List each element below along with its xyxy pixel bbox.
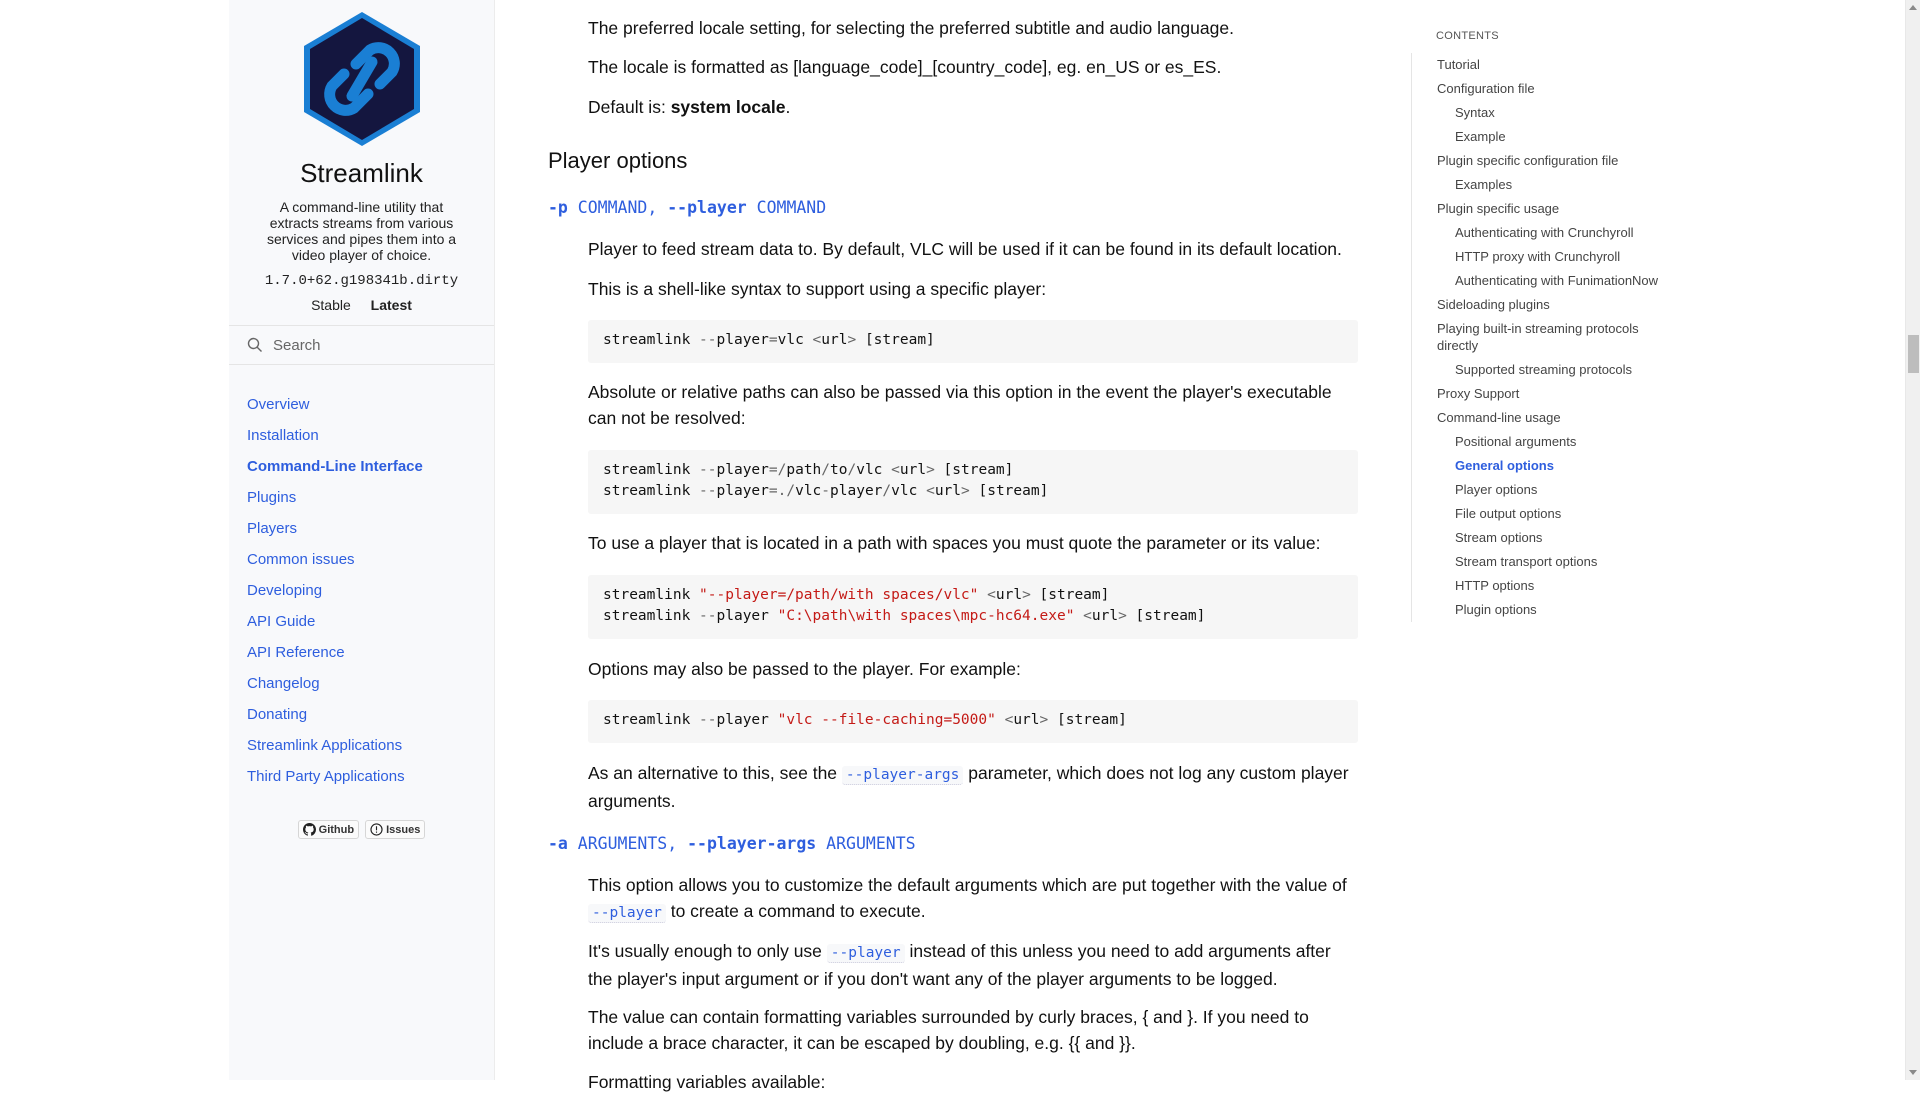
scrollbar-thumb[interactable] xyxy=(1908,335,1919,373)
player-args-desc-1 xyxy=(588,872,1358,926)
locale-default-suffix: . xyxy=(785,97,791,117)
locale-default-prefix: Default is: xyxy=(588,97,671,117)
code-line: streamlink "--player=/path/with spaces/vlc" <url> [stream] xyxy=(603,587,1110,603)
player-args-desc-2-prefix: It's usually enough to only use xyxy=(588,941,827,961)
locale-description: The preferred locale setting, for selecting the preferred subtitle and audio language. xyxy=(588,18,1234,38)
toc-item-playing-builtin-protocols[interactable]: Playing built-in streaming protocols directly xyxy=(1437,321,1639,353)
option-player-signature[interactable] xyxy=(548,198,826,217)
player-desc-6-suffix: parameter, which does not log any custom player arguments. xyxy=(588,763,1349,811)
streamlink-logo-icon[interactable] xyxy=(300,10,424,148)
code-line: streamlink --player "vlc --file-caching=5000" <url> [stream] xyxy=(603,712,1127,728)
player-args-link[interactable]: --player-args xyxy=(842,766,964,785)
sidebar-item-players[interactable]: Players xyxy=(247,520,298,537)
toc-item-http-options[interactable]: HTTP options xyxy=(1455,578,1535,593)
toc-item-syntax[interactable]: Syntax xyxy=(1455,105,1495,120)
locale-default xyxy=(588,94,790,120)
site-description: A command-line utility that extracts streams from various services and pipes them into a video player of choice. xyxy=(266,199,457,263)
table-of-contents xyxy=(1411,30,1701,622)
toc-item-sideloading-plugins[interactable]: Sideloading plugins xyxy=(1437,297,1550,312)
code-line: streamlink --player=/path/to/vlc <url> [stream] xyxy=(603,462,1014,478)
option-long-flag: --player-args xyxy=(687,834,817,853)
option-short-flag: -p xyxy=(548,198,568,217)
search-input[interactable] xyxy=(273,337,473,354)
player-args-desc-2 xyxy=(588,938,1358,992)
option-long-flag: --player xyxy=(667,198,747,217)
github-button[interactable] xyxy=(298,820,359,839)
code-line: streamlink --player=vlc <url> [stream] xyxy=(603,332,935,348)
toc-item-plugin-specific-configuration-file[interactable]: Plugin specific configuration file xyxy=(1437,153,1619,168)
scroll-up-arrow-icon[interactable] xyxy=(1909,5,1917,10)
option-long-arg: ARGUMENTS xyxy=(816,834,916,853)
toc-item-general-options[interactable]: General options xyxy=(1455,458,1554,473)
github-button-label: Github xyxy=(318,823,355,836)
version-latest-link[interactable]: Latest xyxy=(370,297,412,313)
toc-item-command-line-usage[interactable]: Command-line usage xyxy=(1437,410,1561,425)
option-short-flag: -a xyxy=(548,834,568,853)
option-player-args-signature[interactable] xyxy=(548,834,916,853)
scroll-down-arrow-icon[interactable] xyxy=(1909,1070,1917,1075)
toc-item-positional-arguments[interactable]: Positional arguments xyxy=(1455,434,1577,449)
toc-item-http-proxy-crunchyroll[interactable]: HTTP proxy with Crunchyroll xyxy=(1455,249,1621,264)
code-line: streamlink --player=./vlc-player/vlc <url> [stream] xyxy=(603,483,1049,499)
site-title[interactable]: Streamlink xyxy=(300,158,423,188)
code-line: streamlink --player "C:\path\with spaces\mpc-hc64.exe" <url> [stream] xyxy=(603,608,1206,624)
sidebar-nav xyxy=(229,395,494,798)
sidebar-item-installation[interactable]: Installation xyxy=(247,427,319,444)
player-args-desc-1-suffix: to create a command to execute. xyxy=(665,901,926,921)
toc-item-authenticating-crunchyroll[interactable]: Authenticating with Crunchyroll xyxy=(1455,225,1634,240)
toc-item-authenticating-funimationnow[interactable]: Authenticating with FunimationNow xyxy=(1455,273,1659,288)
sidebar-item-common-issues[interactable]: Common issues xyxy=(247,551,355,568)
player-args-desc-4: Formatting variables available: xyxy=(588,1072,826,1092)
brand xyxy=(229,0,494,313)
player-desc-2: This is a shell-like syntax to support using a specific player: xyxy=(588,279,1047,299)
sidebar-item-developing[interactable]: Developing xyxy=(247,582,323,599)
version-switcher xyxy=(229,297,494,313)
section-title-player-options: Player options xyxy=(548,148,688,173)
sidebar-item-api-guide[interactable]: API Guide xyxy=(247,613,316,630)
player-link[interactable]: --player xyxy=(827,944,905,963)
sidebar-item-streamlink-applications[interactable]: Streamlink Applications xyxy=(247,737,403,754)
toc-item-supported-streaming-protocols[interactable]: Supported streaming protocols xyxy=(1455,362,1633,377)
search-box xyxy=(229,325,494,365)
option-long-arg: COMMAND xyxy=(746,198,827,217)
player-desc-1: Player to feed stream data to. By default, VLC will be used if it can be found in its default location. xyxy=(588,239,1342,259)
sidebar-item-plugins[interactable]: Plugins xyxy=(247,489,297,506)
issues-button[interactable] xyxy=(365,820,425,839)
player-desc-5: Options may also be passed to the player. For example: xyxy=(588,659,1021,679)
player-desc-6 xyxy=(588,760,1358,814)
social-buttons xyxy=(229,820,494,839)
toc-item-plugin-specific-usage[interactable]: Plugin specific usage xyxy=(1437,201,1560,216)
github-icon xyxy=(303,823,316,836)
option-short-arg: COMMAND, xyxy=(567,198,668,217)
player-desc-4: To use a player that is located in a path with spaces you must quote the parameter or its value: xyxy=(588,533,1321,553)
player-args-desc-3: The value can contain formatting variables surrounded by curly braces, { and }. If you need to include a brace character, it can be escaped by doubling, e.g. {{ and }}. xyxy=(588,1007,1309,1053)
toc-item-plugin-options[interactable]: Plugin options xyxy=(1455,602,1537,617)
player-desc-3: Absolute or relative paths can also be passed via this option in the event the player's executable can not be resolved: xyxy=(588,382,1332,428)
toc-item-configuration-file[interactable]: Configuration file xyxy=(1437,81,1535,96)
player-args-desc-2-suffix: instead of this unless you need to add arguments after the player's input argument or if you don't want any of the player arguments to be logged. xyxy=(588,941,1331,989)
toc-item-player-options[interactable]: Player options xyxy=(1455,482,1538,497)
option-short-arg: ARGUMENTS, xyxy=(567,834,688,853)
toc-title: CONTENTS xyxy=(1436,30,1499,42)
sidebar-item-api-reference[interactable]: API Reference xyxy=(247,644,345,661)
locale-default-value: system locale xyxy=(670,97,786,117)
locale-format: The locale is formatted as [language_code]_[country_code], eg. en_US or es_ES. xyxy=(588,57,1222,77)
search-icon xyxy=(247,337,263,353)
page-scrollbar[interactable] xyxy=(1905,0,1920,1080)
toc-list xyxy=(1411,53,1701,622)
code-block-player-basic xyxy=(588,320,1358,363)
toc-item-stream-transport-options[interactable]: Stream transport options xyxy=(1455,554,1598,569)
toc-item-stream-options[interactable]: Stream options xyxy=(1455,530,1543,545)
sidebar-item-changelog[interactable]: Changelog xyxy=(247,675,320,692)
player-link[interactable]: --player xyxy=(588,904,666,923)
issues-button-label: Issues xyxy=(386,823,421,836)
code-block-player-spaces xyxy=(588,575,1358,639)
issue-opened-icon xyxy=(370,823,383,836)
sidebar-item-overview[interactable]: Overview xyxy=(247,396,310,413)
player-desc-6-prefix: As an alternative to this, see the xyxy=(588,763,842,783)
toc-item-examples[interactable]: Examples xyxy=(1455,177,1513,192)
toc-item-example[interactable]: Example xyxy=(1455,129,1506,144)
toc-item-file-output-options[interactable]: File output options xyxy=(1455,506,1562,521)
toc-item-tutorial[interactable]: Tutorial xyxy=(1437,57,1480,72)
sidebar xyxy=(229,0,495,1080)
version-stable-link[interactable]: Stable xyxy=(311,297,351,313)
code-block-player-options xyxy=(588,700,1358,743)
sidebar-item-donating[interactable]: Donating xyxy=(247,706,308,723)
code-block-player-paths xyxy=(588,450,1358,514)
version-label: 1.7.0+62.g198341b.dirty xyxy=(264,273,459,289)
sidebar-item-command-line-interface[interactable]: Command-Line Interface xyxy=(247,458,423,475)
toc-item-proxy-support[interactable]: Proxy Support xyxy=(1437,386,1520,401)
sidebar-item-third-party-applications[interactable]: Third Party Applications xyxy=(247,768,405,785)
player-args-desc-1-prefix: This option allows you to customize the default arguments which are put together with the value of xyxy=(588,875,1347,895)
